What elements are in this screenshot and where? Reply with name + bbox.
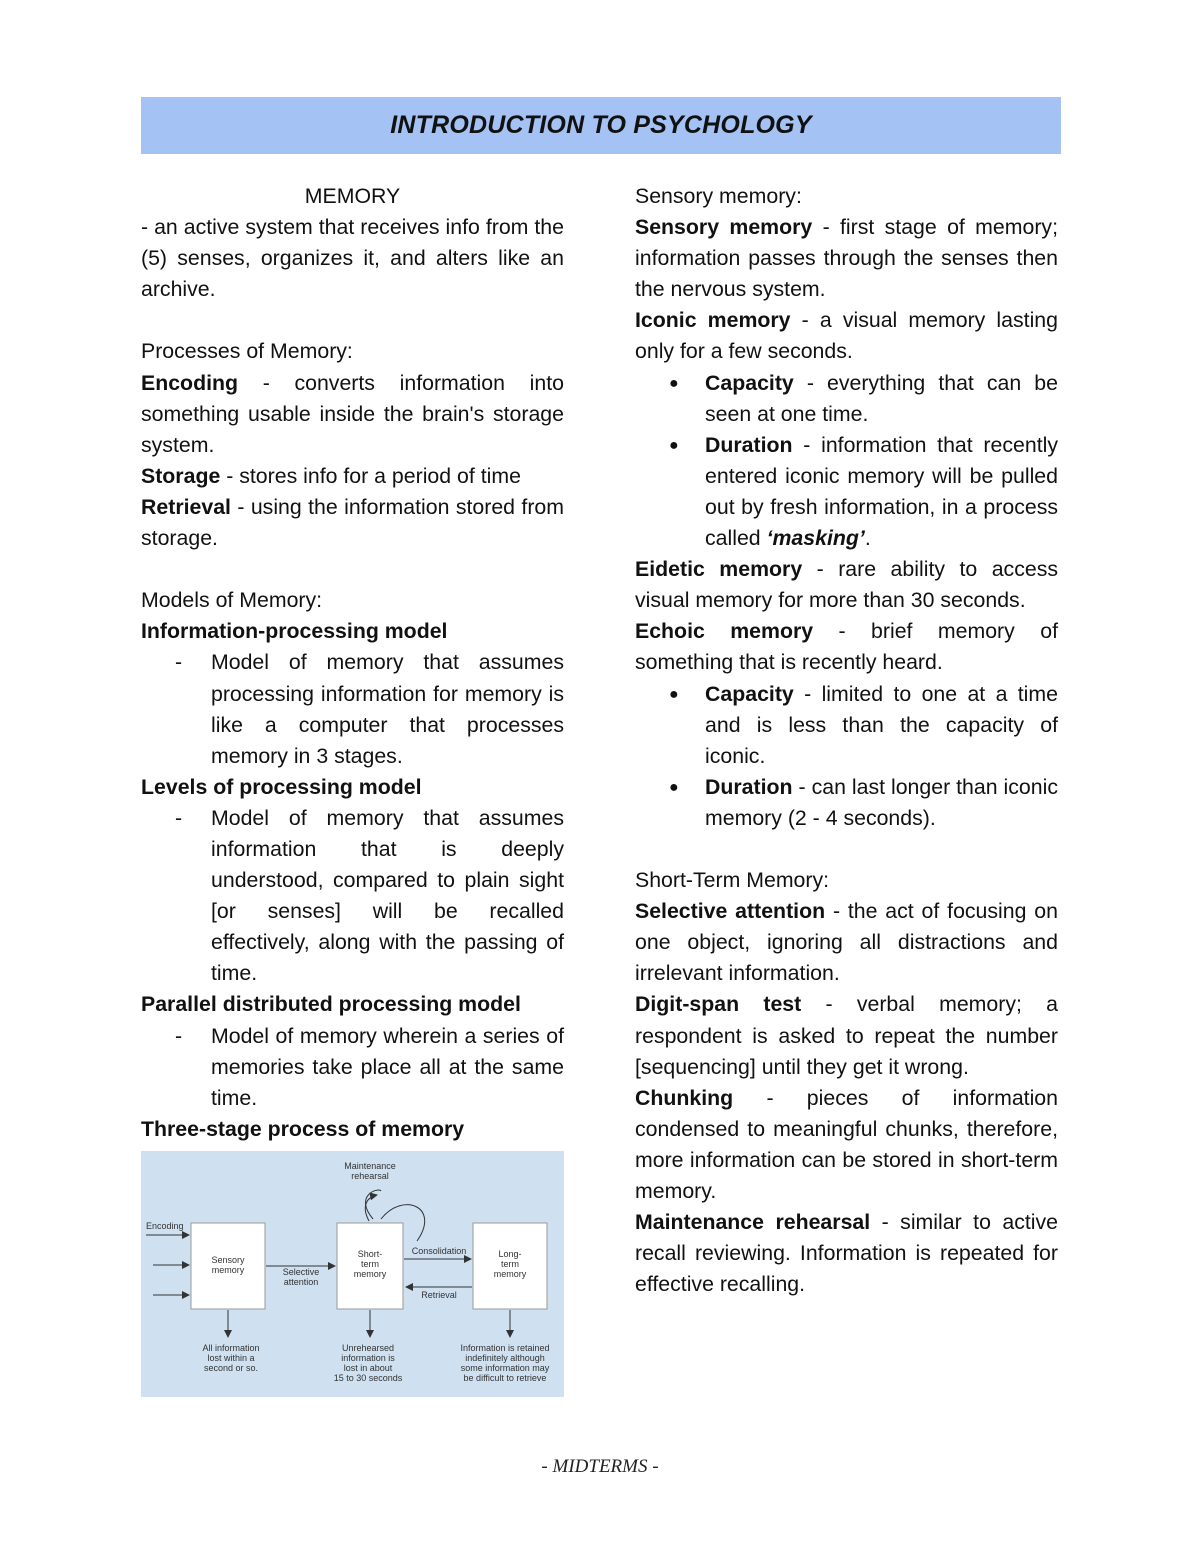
svg-text:term: term bbox=[361, 1258, 379, 1269]
model-parallel-term: Parallel distributed processing model bbox=[141, 992, 521, 1017]
model-levels-term: Levels of processing model bbox=[141, 774, 422, 799]
model-levels-definition: - Model of memory that assumes information that is deeply understood, compared to plain sight [or senses] will be recalled effectively, along with the passing of time. bbox=[141, 803, 564, 990]
iconic-duration-item: ● Duration - information that recently entered iconic memory will be pulled out by fresh information, in a process called ‘masking’. bbox=[635, 430, 1058, 554]
svg-text:Long-: Long- bbox=[498, 1248, 522, 1259]
model-info-processing-definition: - Model of memory that assumes processing information for memory is like a computer that processes memory in 3 stages. bbox=[141, 647, 564, 771]
bullet-marker: ● bbox=[669, 374, 679, 392]
echoic-capacity-item: ● Capacity - limited to one at a time and is less than the capacity of iconic. bbox=[635, 679, 1058, 772]
model-parallel-definition: - Model of memory wherein a series of memories take place all at the same time. bbox=[141, 1021, 564, 1114]
svg-text:indefinitely although: indefinitely although bbox=[465, 1352, 545, 1363]
stm-heading: Short-Term Memory: bbox=[635, 868, 830, 893]
retrieval-entry bbox=[141, 492, 564, 554]
memory-definition: - an active system that receives info from the (5) senses, organizes it, and alters like an archive. bbox=[141, 215, 564, 302]
storage-entry bbox=[141, 461, 564, 492]
svg-text:memory: memory bbox=[353, 1268, 387, 1279]
selective-attention-entry: Selective attention - the act of focusing on one object, ignoring all distractions and irrelevant information. bbox=[635, 899, 1058, 986]
dash-marker: - bbox=[175, 650, 183, 675]
chunking-entry: Chunking - pieces of information condensed to meaningful chunks, therefore, more information can be stored in short-term memory. bbox=[635, 1085, 1058, 1203]
bullet-marker: ● bbox=[669, 436, 679, 454]
svg-text:memory: memory bbox=[493, 1268, 527, 1279]
echoic-entry: Echoic memory - brief memory of something that is recently heard. bbox=[635, 619, 1058, 675]
page-footer: - MIDTERMS - bbox=[541, 1456, 659, 1477]
right-column bbox=[635, 181, 1058, 1300]
three-stage-diagram bbox=[141, 1151, 564, 1397]
iconic-capacity-item: ● Capacity - everything that can be seen at one time. bbox=[635, 368, 1058, 430]
dash-marker: - bbox=[175, 805, 183, 830]
title-banner bbox=[141, 97, 1061, 154]
svg-text:information is: information is bbox=[341, 1352, 395, 1363]
encoding-label: Encoding bbox=[146, 1220, 184, 1231]
memory-heading: MEMORY bbox=[304, 184, 401, 208]
models-heading: Models of Memory: bbox=[141, 588, 323, 613]
svg-text:be difficult to retrieve: be difficult to retrieve bbox=[463, 1372, 547, 1383]
dash-marker: - bbox=[175, 1023, 183, 1048]
svg-text:All information: All information bbox=[202, 1342, 260, 1353]
svg-text:lost within a: lost within a bbox=[207, 1352, 255, 1363]
encoding-definition: - converts information into something usable inside the brain's storage system. bbox=[141, 370, 564, 457]
iconic-entry: Iconic memory - a visual memory lasting only for a few seconds. bbox=[635, 308, 1058, 364]
svg-text:memory: memory bbox=[211, 1264, 245, 1275]
rehearsal-label: rehearsal bbox=[351, 1170, 389, 1181]
maintenance-rehearsal-entry: Maintenance rehearsal - similar to active recall reviewing. Information is repeated for effective recalling. bbox=[635, 1210, 1058, 1297]
page-title: INTRODUCTION TO PSYCHOLOGY bbox=[390, 111, 812, 139]
processes-heading: Processes of Memory: bbox=[141, 339, 353, 364]
encoding-term: Encoding bbox=[141, 370, 239, 395]
svg-text:lost in about: lost in about bbox=[343, 1362, 393, 1373]
svg-text:Sensory: Sensory bbox=[211, 1254, 245, 1265]
eidetic-entry: Eidetic memory - rare ability to access visual memory for more than 30 seconds. bbox=[635, 557, 1059, 613]
retrieval-label: Retrieval bbox=[421, 1289, 457, 1300]
memory-flow-svg bbox=[141, 1151, 564, 1397]
left-column bbox=[141, 181, 564, 1397]
svg-text:Short-: Short- bbox=[357, 1248, 383, 1259]
bullet-marker: ● bbox=[669, 778, 679, 796]
masking-term: ‘masking’ bbox=[766, 526, 865, 551]
svg-text:Information is retained: Information is retained bbox=[460, 1342, 550, 1353]
bullet-marker: ● bbox=[669, 685, 679, 703]
consolidation-label: Consolidation bbox=[411, 1245, 467, 1256]
sensory-entry: Sensory memory - first stage of memory; information passes through the senses then the nervous system. bbox=[635, 215, 1059, 302]
retrieval-term: Retrieval bbox=[141, 494, 231, 519]
retrieval-definition: - using the information stored from storage. bbox=[141, 494, 564, 551]
selective-attention-label: Selective bbox=[282, 1266, 320, 1277]
maintenance-label: Maintenance bbox=[344, 1160, 396, 1171]
encoding-entry bbox=[141, 368, 564, 461]
svg-text:attention: attention bbox=[283, 1276, 319, 1287]
svg-text:term: term bbox=[501, 1258, 519, 1269]
sensory-heading: Sensory memory: bbox=[635, 184, 802, 208]
svg-text:second or so.: second or so. bbox=[203, 1362, 259, 1373]
svg-text:some information may: some information may bbox=[460, 1362, 550, 1373]
digit-span-entry: Digit-span test - verbal memory; a respondent is asked to repeat the number [sequencing] until they get it wrong. bbox=[635, 992, 1058, 1079]
svg-text:Unrehearsed: Unrehearsed bbox=[341, 1342, 395, 1353]
echoic-duration-item: ● Duration - can last longer than iconic memory (2 - 4 seconds). bbox=[635, 772, 1058, 834]
storage-definition: - stores info for a period of time bbox=[220, 463, 521, 488]
model-info-processing-term: Information-processing model bbox=[141, 619, 448, 644]
three-stage-heading: Three-stage process of memory bbox=[141, 1116, 465, 1141]
svg-text:15 to 30 seconds: 15 to 30 seconds bbox=[333, 1372, 403, 1383]
storage-term: Storage bbox=[141, 463, 221, 488]
